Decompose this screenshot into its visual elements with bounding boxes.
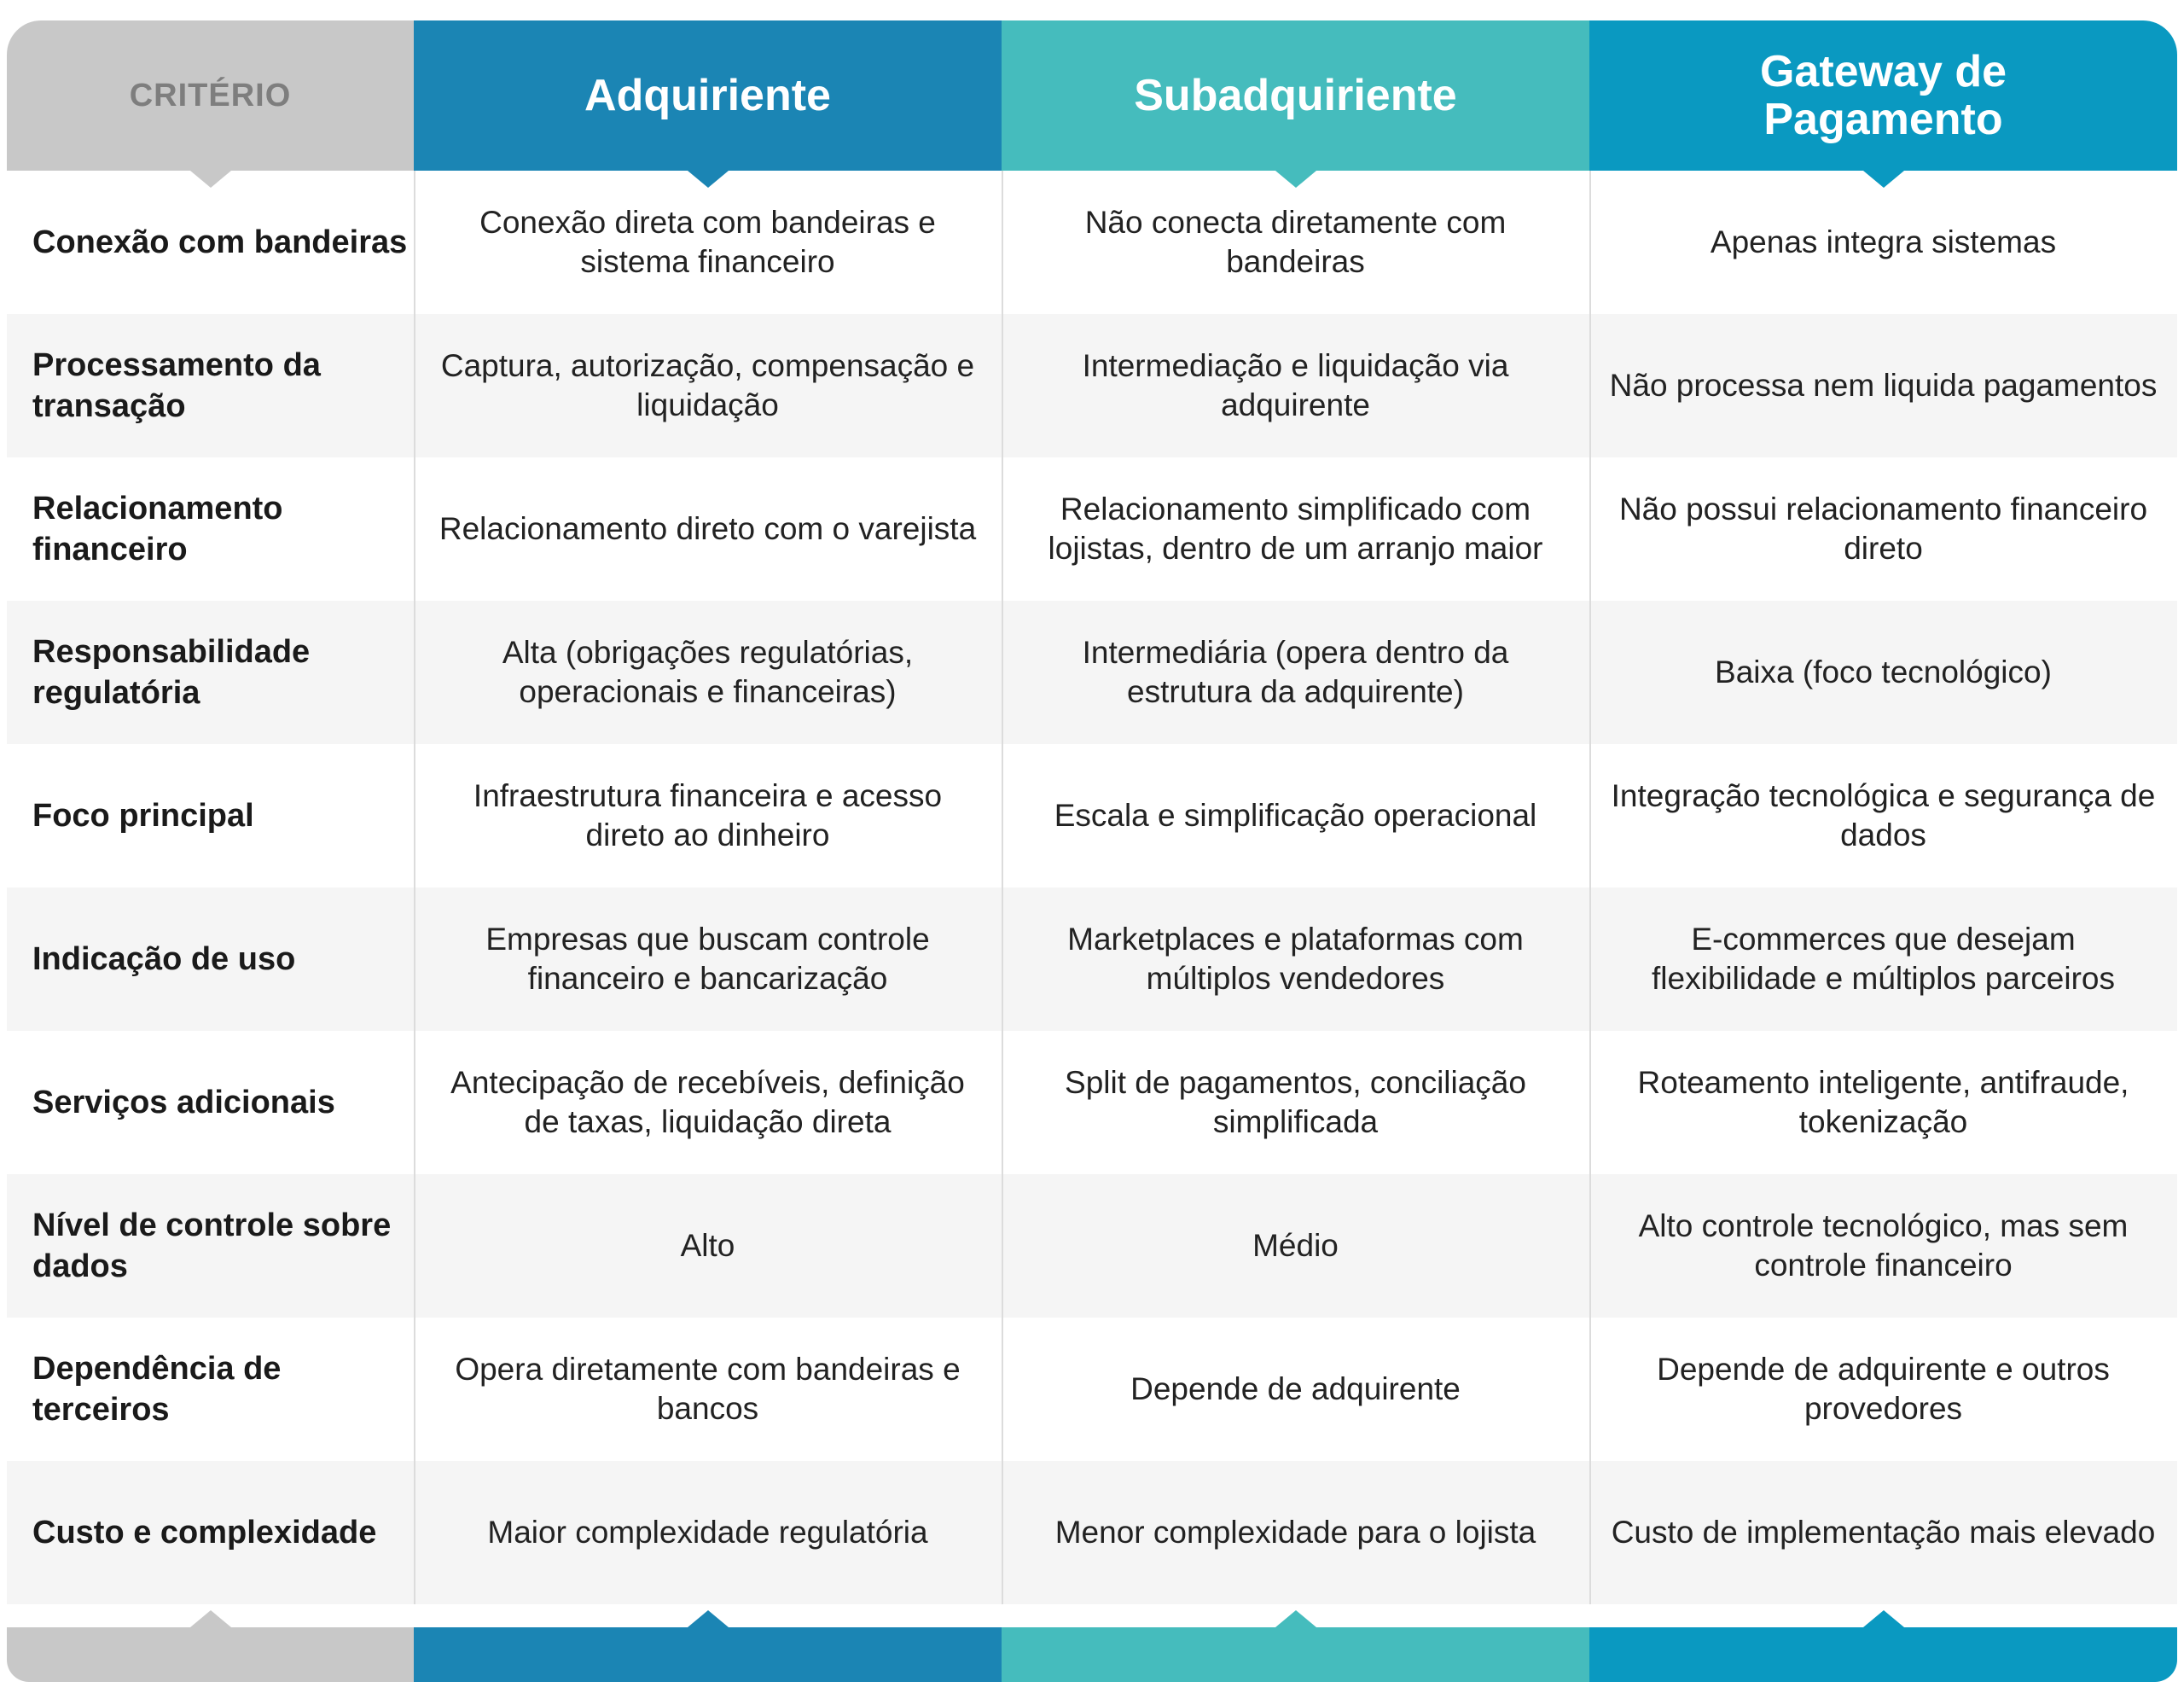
table-row	[7, 1318, 2177, 1461]
gateway-cell: Não possui relacionamento financeiro direto	[1618, 492, 2148, 566]
criterion-cell: Serviços adicionais	[32, 1085, 335, 1120]
table-row	[7, 744, 2177, 887]
subadquiriente-cell: Médio	[1252, 1228, 1339, 1263]
footer-notch	[1275, 1610, 1316, 1627]
subadquiriente-cell: Intermediária (opera dentro da estrutura da adquirente)	[1082, 635, 1509, 709]
criterion-cell: Conexão com bandeiras	[32, 224, 408, 260]
gateway-cell: Depende de adquirente e outros provedores	[1657, 1352, 2110, 1426]
column-divider	[1002, 171, 1003, 1604]
adquiriente-cell: Alta (obrigações regulatórias, operacionais e financeiras)	[502, 635, 914, 709]
subadquiriente-cell: Intermediação e liquidação via adquirente	[1082, 348, 1509, 422]
subadquiriente-cell: Marketplaces e plataformas com múltiplos vendedores	[1067, 922, 1524, 996]
comparison-table	[7, 20, 2177, 1682]
subadquiriente-cell: Menor complexidade para o lojista	[1054, 1515, 1536, 1550]
adquiriente-cell: Maior complexidade regulatória	[487, 1515, 928, 1550]
header-criterion	[7, 20, 414, 171]
footer-notch	[688, 1610, 729, 1627]
table-row	[7, 1461, 2177, 1604]
header-subadquiriente	[1002, 20, 1589, 171]
adquiriente-cell: Alto	[680, 1228, 735, 1263]
footer-subadquiriente	[1002, 1627, 1589, 1682]
subadquiriente-cell: Escala e simplificação operacional	[1054, 798, 1537, 833]
gateway-cell: Não processa nem liquida pagamentos	[1609, 368, 2158, 403]
footer-notch	[1863, 1610, 1904, 1627]
footer-adquiriente	[414, 1627, 1002, 1682]
criterion-cell: Relacionamento financeiro	[32, 491, 283, 567]
footer-notch	[190, 1610, 231, 1627]
adquiriente-cell: Opera diretamente com bandeiras e bancos	[455, 1352, 961, 1426]
table-row	[7, 601, 2177, 744]
gateway-cell: Baixa (foco tecnológico)	[1715, 655, 2052, 689]
footer-gateway	[1589, 1627, 2177, 1682]
gateway-cell: Alto controle tecnológico, mas sem controle financeiro	[1638, 1208, 2129, 1283]
table-row	[7, 1174, 2177, 1318]
adquiriente-cell: Conexão direta com bandeiras e sistema financeiro	[479, 205, 936, 279]
criterion-cell: Responsabilidade regulatória	[32, 634, 311, 711]
criterion-cell: Foco principal	[32, 798, 254, 834]
adquiriente-cell: Captura, autorização, compensação e liquidação	[440, 348, 975, 422]
header-criterion-label: CRITÉRIO	[129, 77, 292, 113]
table-row	[7, 887, 2177, 1031]
column-divider	[1589, 171, 1591, 1604]
table-body	[7, 171, 2177, 1604]
table-row	[7, 314, 2177, 457]
subadquiriente-cell: Depende de adquirente	[1130, 1371, 1461, 1406]
table-row	[7, 1031, 2177, 1174]
adquiriente-cell: Empresas que buscam controle financeiro e bancarização	[485, 922, 930, 996]
header-adquiriente	[414, 20, 1002, 171]
column-divider	[414, 171, 415, 1604]
criterion-cell: Indicação de uso	[32, 941, 296, 977]
footer-criterion	[7, 1627, 414, 1682]
gateway-cell: Custo de implementação mais elevado	[1611, 1515, 2156, 1550]
header-gateway	[1589, 20, 2177, 171]
table-row	[7, 171, 2177, 314]
gateway-cell: E-commerces que desejam flexibilidade e múltiplos parceiros	[1652, 922, 2115, 996]
adquiriente-cell: Relacionamento direto com o varejista	[439, 511, 977, 546]
header-gateway-label: Gateway de Pagamento	[1759, 47, 2007, 144]
criterion-cell: Dependência de terceiros	[32, 1351, 282, 1428]
adquiriente-cell: Antecipação de recebíveis, definição de taxas, liquidação direta	[450, 1065, 965, 1139]
header-adquiriente-label: Adquiriente	[584, 71, 831, 120]
gateway-cell: Roteamento inteligente, antifraude, tokenização	[1637, 1065, 2129, 1139]
subadquiriente-cell: Split de pagamentos, conciliação simplificada	[1065, 1065, 1526, 1139]
gateway-cell: Apenas integra sistemas	[1710, 224, 2057, 259]
table-row	[7, 457, 2177, 601]
criterion-cell: Custo e complexidade	[32, 1515, 377, 1551]
adquiriente-cell: Infraestrutura financeira e acesso direto ao dinheiro	[473, 778, 943, 852]
header-subadquiriente-label: Subadquiriente	[1134, 71, 1457, 120]
subadquiriente-cell: Relacionamento simplificado com lojistas, dentro de um arranjo maior	[1048, 492, 1543, 566]
criterion-cell: Nível de controle sobre dados	[32, 1207, 392, 1284]
criterion-cell: Processamento da transação	[32, 347, 321, 424]
gateway-cell: Integração tecnológica e segurança de dados	[1611, 778, 2156, 852]
subadquiriente-cell: Não conecta diretamente com bandeiras	[1084, 205, 1507, 279]
